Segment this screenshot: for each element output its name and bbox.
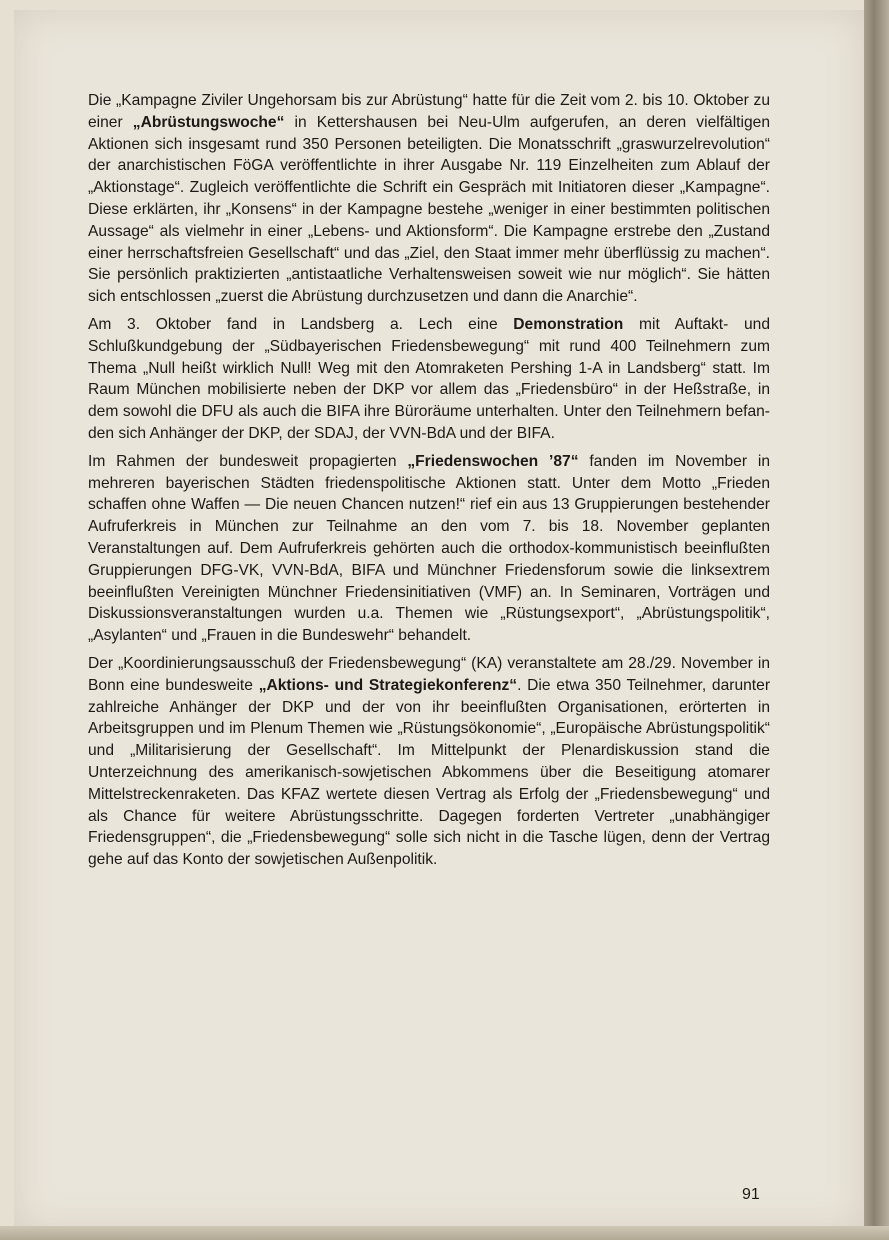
paragraph-text: Am 3. Oktober fand in Landsberg a. Lech eine xyxy=(88,315,514,333)
paragraph-text: fanden im November in mehreren bayerischen Städten friedenspolitische Aktionen statt. Unter dem Motto „Frieden schaffen ohne Waffen — Die neuen Chancen nutzen!“ rief ein aus 13 Gruppierungen bestehender Aufruferkreis in München zur Teilnahme an den vom 7. bis 18. November geplanten Veranstaltungen auf. Dem Aufruferkreis gehörten auch die orthodox-kommunistisch beeinflußten Gruppierungen DFG-VK, VVN-BdA, BIFA und Münchner Friedensforum sowie die linksextrem beeinflußten Vereinigten Münchner Friedensinitiativen (VMF) an. In Seminaren, Vorträgen und Diskussionsveranstaltungen wurden u.a. Themen wie „Rüstungsexport“, „Abrüstungspolitik“, „Asylanten“ und „Frauen in die Bundeswehr“ behandelt. xyxy=(88,452,770,645)
page-edge-bottom xyxy=(0,1226,889,1240)
page-edge-right xyxy=(864,0,889,1240)
bold-term: Demonstration xyxy=(513,315,624,333)
paragraph-friedenswochen xyxy=(88,451,770,647)
paragraph-text: . Die etwa 350 Teilnehmer, darunter zahlreiche Anhänger der DKP und der von ihr beeinflußten Organisationen, erörterten in Arbeitsgruppen und im Plenum Themen wie „Rüstungsökonomie“, „Europäische Abrüstungspolitik“ und „Militarisierung der Gesellschaft“. Im Mittelpunkt der Plenardiskussion stand die Unterzeichnung des amerikanisch-sowjetischen Abkommens über die Beseitigung atomarer Mittelstreckenraketen. Das KFAZ wertete diesen Vertrag als Erfolg der „Friedensbewegung“ und als Chance für weitere Abrüstungsschritte. Dagegen forderten Vertreter „unabhängiger Friedensgruppen“, die „Friedensbewegung“ solle sich nicht in die Tasche lügen, denn der Vertrag gehe auf das Konto der sowjetischen Außenpolitik. xyxy=(88,676,771,869)
paragraph-abruestungswoche xyxy=(88,90,770,308)
bold-term: „Abrüstungswoche“ xyxy=(132,113,285,131)
paragraph-strategiekonferenz xyxy=(88,653,770,871)
paragraph-text: Die „Kampagne Ziviler Ungehorsam bis zur Abrüstung“ hatte für die Zeit vom 2. bis 10. Oktober zu einer xyxy=(88,92,770,131)
page-number: 91 xyxy=(742,1186,760,1203)
paragraph-demonstration xyxy=(88,314,770,445)
bold-term: „Friedenswochen ’87“ xyxy=(407,452,579,470)
paragraph-text: Im Rahmen der bundesweit propagierten xyxy=(88,452,408,470)
paragraph-text: in Kettershausen bei Neu-Ulm aufgerufen, an deren vielfältigen Aktionen sich insgesamt rund 350 Personen beteiligten. Die Monatsschrift „graswurzelrevolution“ der anarchistischen FöGA veröffentlichte in ihrer Ausgabe Nr. 119 Einzelheiten zum Ablauf der „Aktionstage“. Zugleich veröffentlichte die Schrift ein Gespräch mit Initiatoren dieser „Kampagne“. Diese erklärten, ihr „Konsens“ in der Kampagne bestehe „weniger in einer bestimmten politischen Aussage“ als vielmehr in einer „Lebens- und Aktionsform“. Die Kampagne erstrebe den „Zustand einer herrschaftsfreien Gesellschaft“ und das „Ziel, den Staat immer mehr überflüssig zu machen“. Sie persönlich praktizierten „antistaatliche Verhaltensweisen soweit wie nur möglich“. Sie hätten sich entschlossen „zuerst die Abrüstung durchzusetzen und dann die Anarchie“. xyxy=(88,113,770,306)
bold-term: „Aktions- und Strategiekonferenz“ xyxy=(258,676,518,694)
paragraph-text: mit Auftakt- und Schlußkundgebung der „Südbayerischen Friedensbewegung“ mit rund 400 Teilnehmern zum Thema „Null heißt wirklich Null! Weg mit den Atomraketen Pershing 1-A in Landsberg“ statt. Im Raum München mobilisierte neben der DKP vor allem das „Friedensbüro“ in der Heßstraße, in dem sowohl die DFU als auch die BIFA ihre Büroräume unterhalten. Unter den Teilnehmern befanden sich Anhänger der DKP, der SDAJ, der VVN-BdA und der BIFA. xyxy=(88,315,770,442)
paragraph-text: Der „Koordinierungsausschuß der Friedensbewegung“ (KA) veranstaltete am 28./29. November in Bonn eine bundesweite xyxy=(88,654,770,694)
body-text xyxy=(88,90,770,877)
